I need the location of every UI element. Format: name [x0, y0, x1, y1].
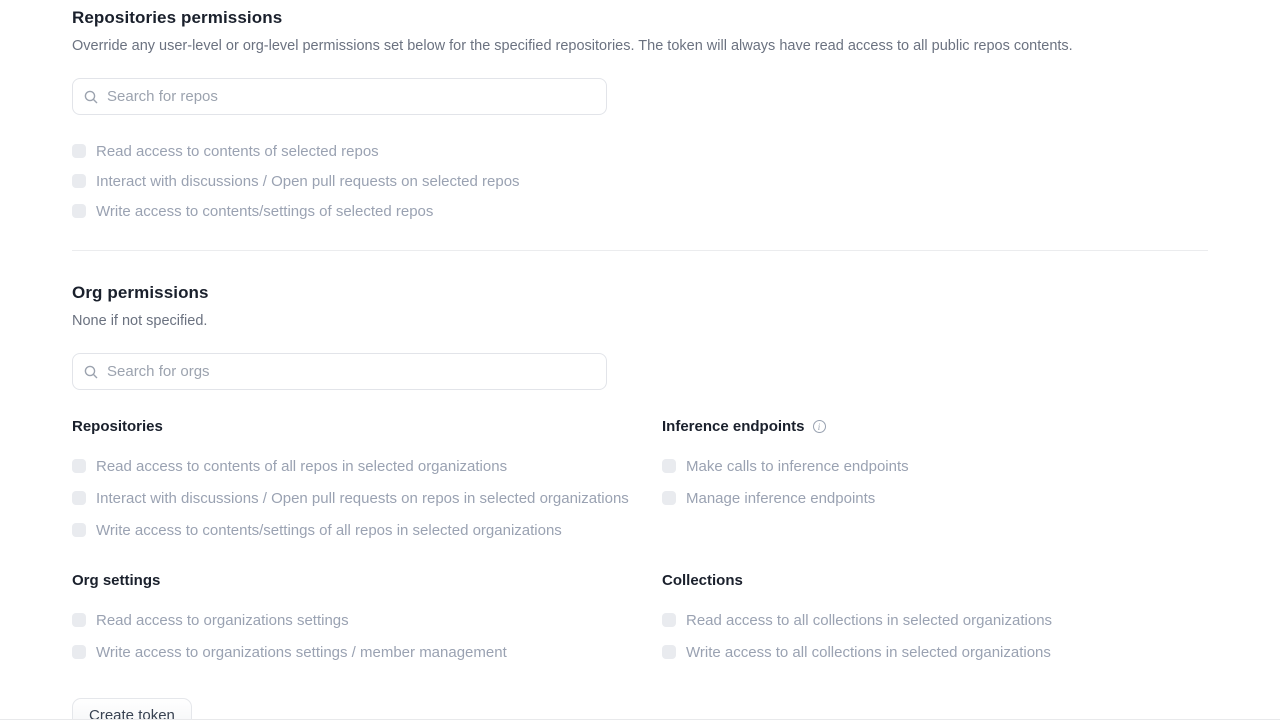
- permission-label: Read access to all collections in selected organizations: [686, 611, 1053, 629]
- group-inference-endpoints: [662, 418, 1208, 546]
- permission-option[interactable]: [72, 482, 662, 514]
- permission-label: Interact with discussions / Open pull requests on repos in selected organizations: [96, 489, 629, 507]
- checkbox[interactable]: [662, 645, 676, 659]
- permission-option[interactable]: [662, 450, 1208, 482]
- permission-label: Write access to all collections in selected organizations: [686, 643, 1051, 661]
- group-org-settings-title: Org settings: [72, 572, 161, 589]
- checkbox[interactable]: [72, 174, 86, 188]
- org-permissions-subtitle: None if not specified.: [72, 313, 208, 329]
- repositories-permissions-title: Repositories permissions: [72, 8, 283, 27]
- search-icon: [83, 89, 99, 105]
- org-permission-groups: [72, 418, 1208, 668]
- permission-option[interactable]: [72, 514, 662, 546]
- create-token-button[interactable]: Create token: [72, 698, 192, 720]
- permission-option[interactable]: [72, 136, 1208, 166]
- permission-label: Write access to contents/settings of selected repos: [96, 202, 434, 220]
- permission-label: Interact with discussions / Open pull requests on selected repos: [96, 172, 520, 190]
- group-inference-endpoints-title: Inference endpoints: [662, 418, 805, 435]
- repo-search-input[interactable]: [107, 88, 596, 105]
- section-divider: [72, 250, 1208, 251]
- checkbox[interactable]: [662, 491, 676, 505]
- group-org-settings: [72, 572, 662, 668]
- group-repositories-title: Repositories: [72, 418, 163, 435]
- permission-label: Read access to contents of all repos in selected organizations: [96, 457, 508, 475]
- permission-label: Manage inference endpoints: [686, 489, 876, 507]
- permission-option[interactable]: [662, 636, 1208, 668]
- permission-label: Write access to organizations settings / member management: [96, 643, 507, 661]
- permission-label: Make calls to inference endpoints: [686, 457, 909, 475]
- checkbox[interactable]: [662, 459, 676, 473]
- group-repositories: [72, 418, 662, 546]
- checkbox[interactable]: [72, 459, 86, 473]
- repo-permission-options: [72, 136, 1208, 226]
- permission-label: Read access to organizations settings: [96, 611, 349, 629]
- checkbox[interactable]: [72, 491, 86, 505]
- permission-label: Read access to contents of selected repos: [96, 142, 379, 160]
- group-collections: [662, 572, 1208, 668]
- permission-option[interactable]: [72, 604, 662, 636]
- repositories-permissions-subtitle: Override any user-level or org-level permissions set below for the specified repositories. The token will always have read access to all public repos contents.: [72, 38, 1073, 54]
- org-search-input[interactable]: [107, 363, 596, 380]
- permission-option[interactable]: [72, 636, 662, 668]
- permission-option[interactable]: [662, 482, 1208, 514]
- permission-option[interactable]: [662, 604, 1208, 636]
- search-icon: [83, 364, 99, 380]
- permission-label: Write access to contents/settings of all repos in selected organizations: [96, 521, 562, 539]
- checkbox[interactable]: [72, 204, 86, 218]
- org-search-box[interactable]: [72, 353, 607, 390]
- checkbox[interactable]: [72, 645, 86, 659]
- checkbox[interactable]: [662, 613, 676, 627]
- org-permissions-section: [72, 283, 1208, 668]
- checkbox[interactable]: [72, 523, 86, 537]
- checkbox[interactable]: [72, 144, 86, 158]
- permission-option[interactable]: [72, 450, 662, 482]
- checkbox[interactable]: [72, 613, 86, 627]
- permission-option[interactable]: [72, 196, 1208, 226]
- permission-option[interactable]: [72, 166, 1208, 196]
- repo-search-box[interactable]: [72, 78, 607, 115]
- repositories-permissions-section: [72, 8, 1208, 226]
- group-collections-title: Collections: [662, 572, 743, 589]
- info-icon[interactable]: i: [813, 420, 826, 433]
- org-permissions-title: Org permissions: [72, 283, 209, 302]
